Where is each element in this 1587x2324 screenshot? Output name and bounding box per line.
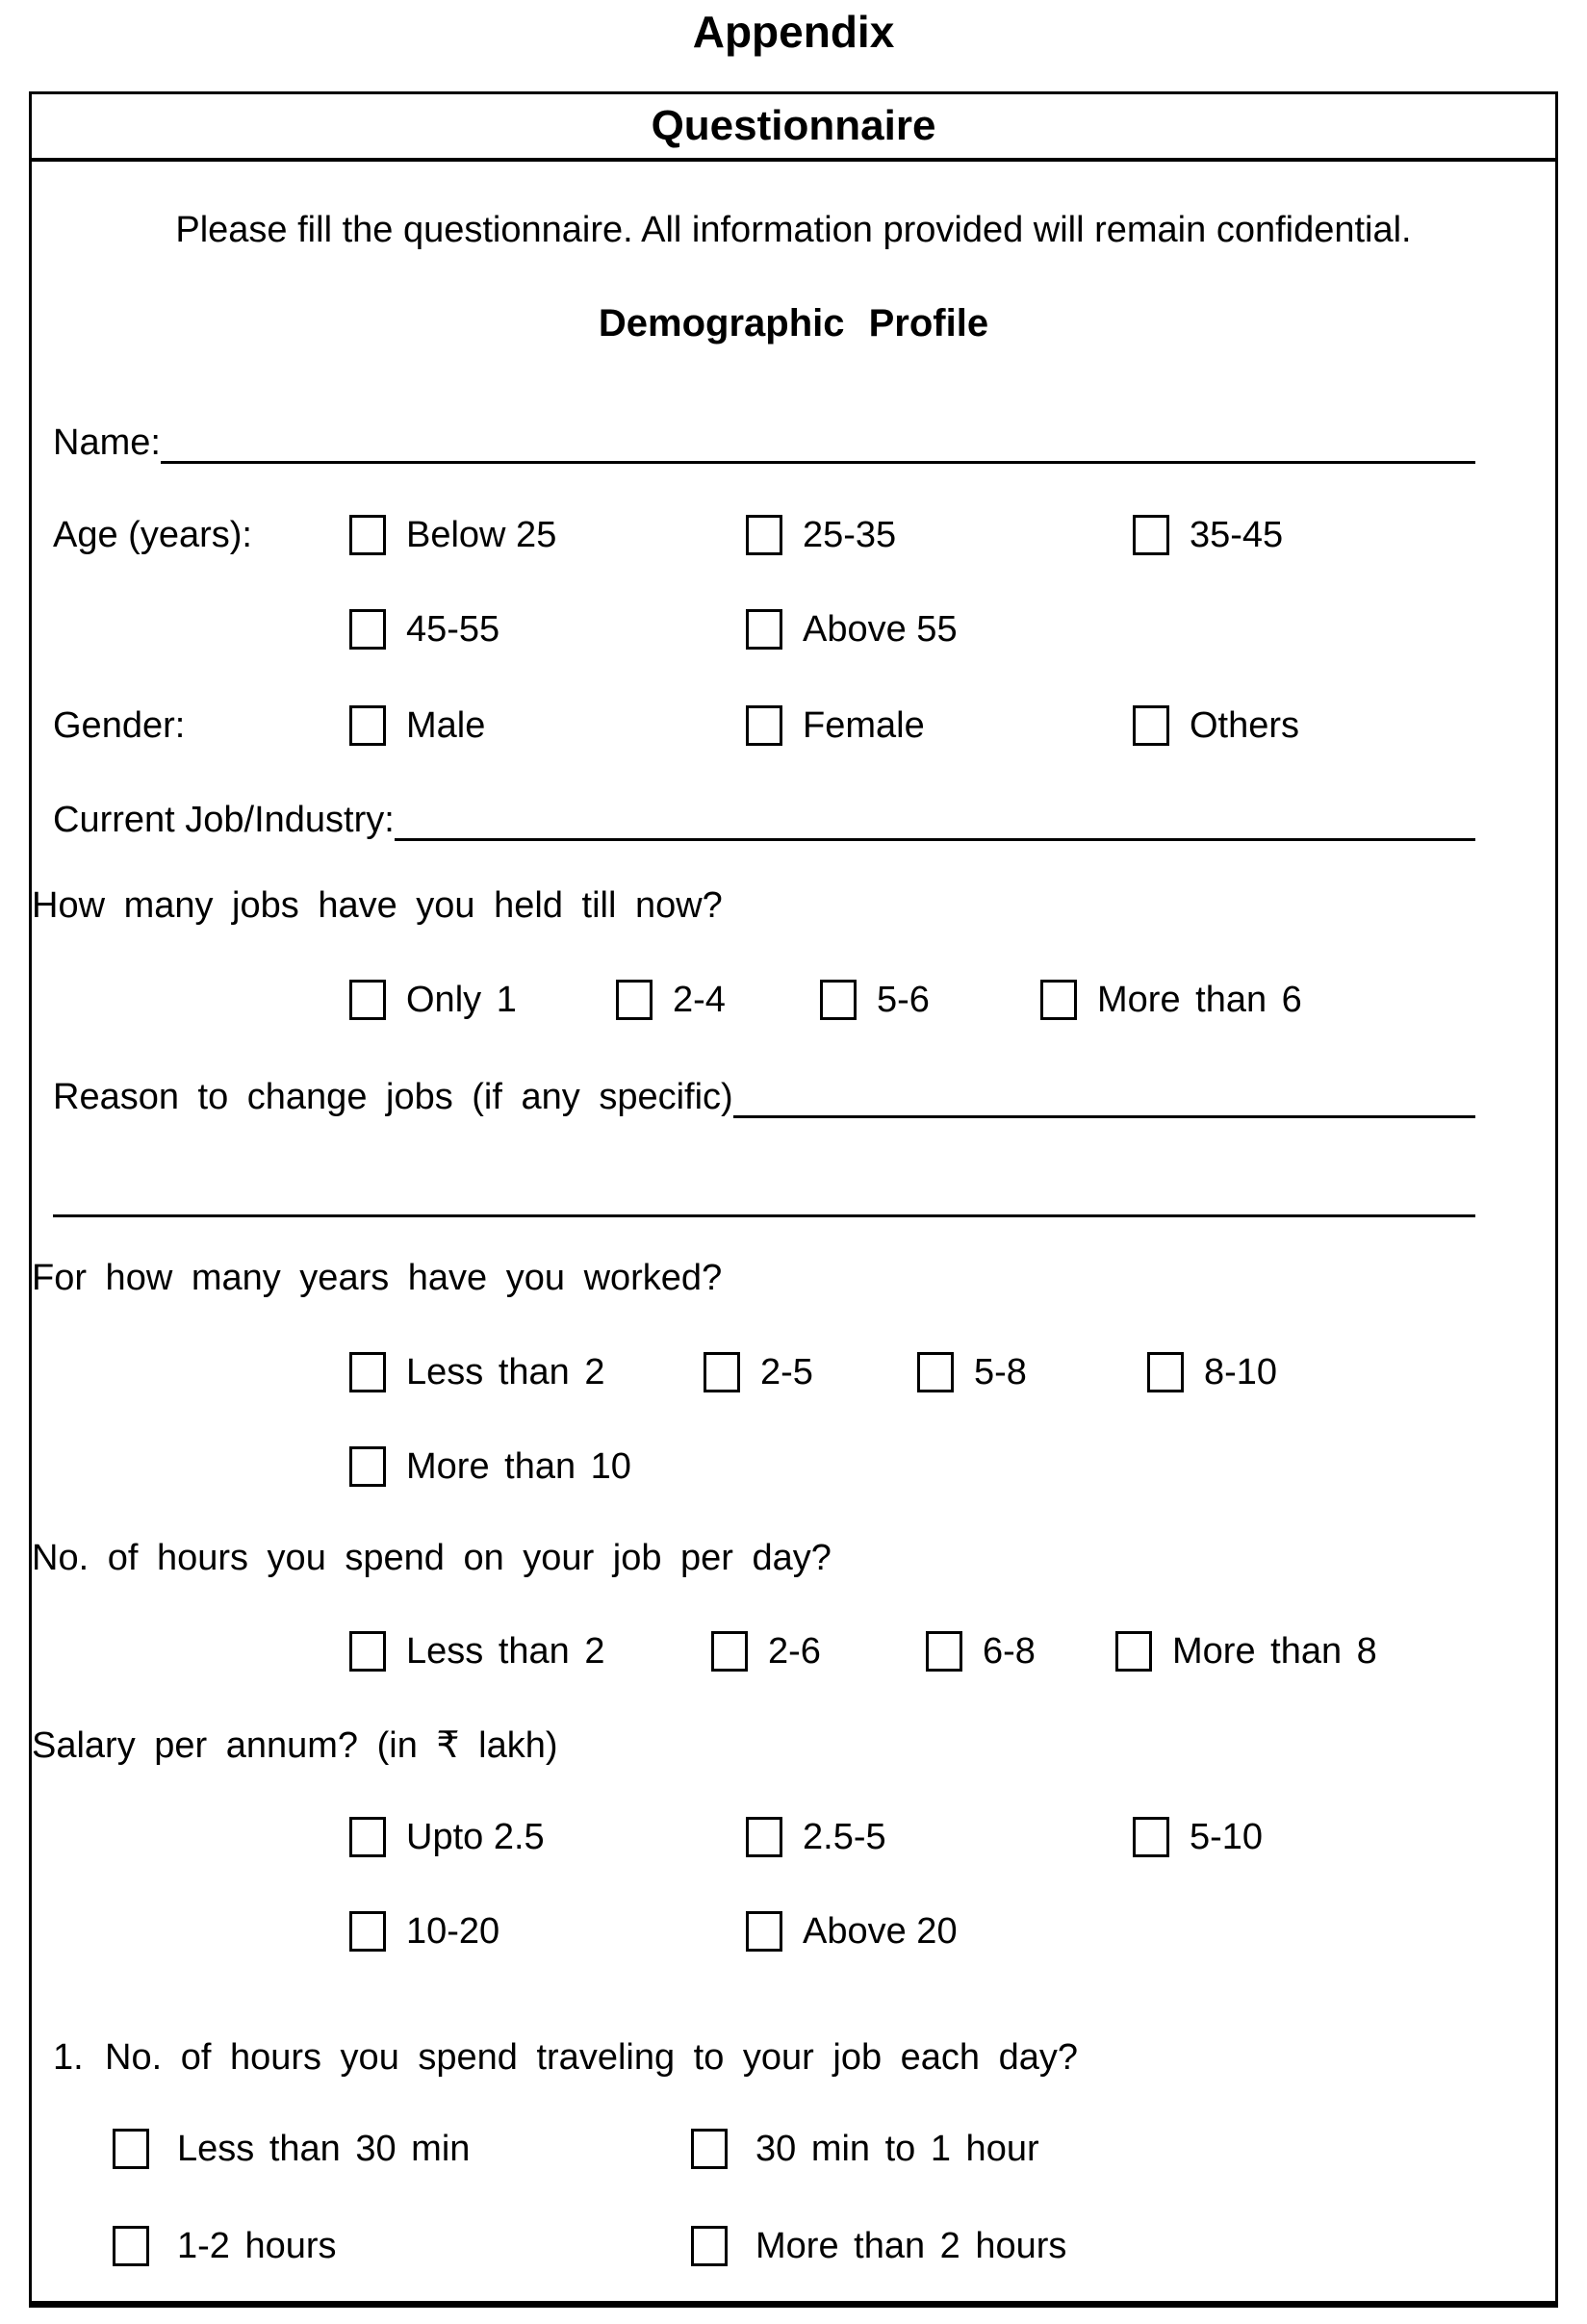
age-label: Age (years): bbox=[53, 515, 252, 555]
option-age-below-25 bbox=[349, 515, 556, 555]
option-salary-10-20 bbox=[349, 1911, 499, 1952]
travel-time-options-2 bbox=[32, 2226, 1555, 2272]
option-label: 6-8 bbox=[983, 1631, 1036, 1672]
checkbox-salary-upto-2-5[interactable] bbox=[349, 1817, 386, 1857]
name-input-line[interactable] bbox=[161, 417, 1475, 464]
checkbox-gender-female[interactable] bbox=[746, 705, 782, 746]
years-worked-question: For how many years have you worked? bbox=[32, 1258, 723, 1298]
option-travel-more-than-2-hours bbox=[691, 2226, 1066, 2266]
checkbox-years-less-than-2[interactable] bbox=[349, 1352, 386, 1392]
salary-options-1 bbox=[32, 1817, 1555, 1863]
years-worked-options-1 bbox=[32, 1352, 1555, 1398]
checkbox-hours-2-6[interactable] bbox=[711, 1631, 748, 1672]
checkbox-age-25-35[interactable] bbox=[746, 515, 782, 555]
checkbox-salary-2-5-5[interactable] bbox=[746, 1817, 782, 1857]
option-label: More than 6 bbox=[1097, 980, 1302, 1020]
option-label: 5-10 bbox=[1190, 1817, 1264, 1857]
checkbox-jobs-only-1[interactable] bbox=[349, 980, 386, 1020]
option-label: Below 25 bbox=[406, 515, 557, 555]
option-label: Above 20 bbox=[803, 1911, 958, 1952]
checkbox-hours-more-than-8[interactable] bbox=[1115, 1631, 1152, 1672]
reason-change-input-line-2[interactable] bbox=[53, 1214, 1475, 1217]
option-label: More than 8 bbox=[1172, 1631, 1377, 1672]
option-label: 10-20 bbox=[406, 1911, 500, 1952]
questionnaire-header: Questionnaire bbox=[32, 94, 1555, 162]
option-label: 30 min to 1 hour bbox=[755, 2129, 1039, 2169]
current-job-label: Current Job/Industry: bbox=[53, 800, 395, 840]
option-gender-male bbox=[349, 705, 485, 746]
option-age-above-55 bbox=[746, 609, 958, 650]
checkbox-gender-others[interactable] bbox=[1133, 705, 1169, 746]
option-jobs-only-1 bbox=[349, 980, 517, 1020]
checkbox-salary-above-20[interactable] bbox=[746, 1911, 782, 1952]
option-salary-5-10 bbox=[1133, 1817, 1263, 1857]
option-label: Above 55 bbox=[803, 609, 958, 650]
travel-time-options-1 bbox=[32, 2129, 1555, 2175]
name-label: Name: bbox=[53, 422, 161, 463]
option-travel-30-min-1-hour bbox=[691, 2129, 1039, 2169]
checkbox-hours-less-than-2[interactable] bbox=[349, 1631, 386, 1672]
checkbox-travel-1-2-hours[interactable] bbox=[113, 2226, 149, 2266]
option-years-more-than-10 bbox=[349, 1446, 631, 1487]
option-label: Male bbox=[406, 705, 486, 746]
option-label: 2.5-5 bbox=[803, 1817, 886, 1857]
section-title: Demographic Profile bbox=[598, 302, 989, 345]
jobs-held-question: How many jobs have you held till now? bbox=[32, 885, 723, 926]
option-jobs-more-than-6 bbox=[1040, 980, 1302, 1020]
option-label: More than 10 bbox=[406, 1446, 631, 1487]
gender-row bbox=[32, 705, 1555, 752]
checkbox-age-45-55[interactable] bbox=[349, 609, 386, 650]
option-label: 35-45 bbox=[1190, 515, 1284, 555]
salary-question: Salary per annum? (in ₹ lakh) bbox=[32, 1725, 558, 1766]
current-job-row bbox=[32, 795, 1555, 841]
checkbox-years-more-than-10[interactable] bbox=[349, 1446, 386, 1487]
option-label: Less than 30 min bbox=[177, 2129, 471, 2169]
name-field-row bbox=[32, 418, 1555, 464]
years-worked-options-2 bbox=[32, 1446, 1555, 1493]
checkbox-salary-5-10[interactable] bbox=[1133, 1817, 1169, 1857]
option-jobs-2-4 bbox=[616, 980, 726, 1020]
hours-per-day-options bbox=[32, 1631, 1555, 1677]
travel-time-question-number: 1. bbox=[53, 2037, 84, 2078]
gender-label: Gender: bbox=[53, 705, 186, 746]
option-age-25-35 bbox=[746, 515, 896, 555]
option-label: 25-35 bbox=[803, 515, 897, 555]
option-label: 5-8 bbox=[974, 1352, 1027, 1392]
checkbox-age-35-45[interactable] bbox=[1133, 515, 1169, 555]
option-label: 1-2 hours bbox=[177, 2226, 337, 2266]
checkbox-years-8-10[interactable] bbox=[1147, 1352, 1184, 1392]
option-label: Less than 2 bbox=[406, 1352, 605, 1392]
option-salary-upto-2-5 bbox=[349, 1817, 545, 1857]
option-label: 8-10 bbox=[1204, 1352, 1278, 1392]
checkbox-gender-male[interactable] bbox=[349, 705, 386, 746]
reason-change-row bbox=[32, 1072, 1555, 1118]
option-label: Female bbox=[803, 705, 925, 746]
option-hours-more-than-8 bbox=[1115, 1631, 1377, 1672]
age-row-2 bbox=[32, 609, 1555, 655]
checkbox-jobs-more-than-6[interactable] bbox=[1040, 980, 1077, 1020]
option-gender-female bbox=[746, 705, 925, 746]
option-label: Others bbox=[1190, 705, 1300, 746]
option-label: More than 2 hours bbox=[755, 2226, 1067, 2266]
jobs-held-options bbox=[32, 980, 1555, 1026]
option-jobs-5-6 bbox=[820, 980, 930, 1020]
checkbox-travel-less-than-30-min[interactable] bbox=[113, 2129, 149, 2169]
option-label: 2-5 bbox=[760, 1352, 813, 1392]
option-salary-2-5-5 bbox=[746, 1817, 886, 1857]
option-label: 2-6 bbox=[768, 1631, 821, 1672]
current-job-input-line[interactable] bbox=[395, 794, 1475, 841]
checkbox-age-below-25[interactable] bbox=[349, 515, 386, 555]
reason-change-label: Reason to change jobs (if any specific) bbox=[53, 1077, 733, 1117]
option-gender-others bbox=[1133, 705, 1299, 746]
travel-time-question-row bbox=[32, 2037, 1555, 2083]
option-years-2-5 bbox=[704, 1352, 813, 1392]
checkbox-travel-30-min-1-hour[interactable] bbox=[691, 2129, 728, 2169]
checkbox-jobs-5-6[interactable] bbox=[820, 980, 857, 1020]
option-salary-above-20 bbox=[746, 1911, 958, 1952]
travel-time-question: No. of hours you spend traveling to your job each day? bbox=[105, 2037, 1079, 2078]
option-travel-1-2-hours bbox=[113, 2226, 337, 2266]
option-years-8-10 bbox=[1147, 1352, 1277, 1392]
checkbox-years-5-8[interactable] bbox=[917, 1352, 954, 1392]
option-hours-6-8 bbox=[926, 1631, 1036, 1672]
option-hours-less-than-2 bbox=[349, 1631, 604, 1672]
option-label: Less than 2 bbox=[406, 1631, 605, 1672]
option-years-5-8 bbox=[917, 1352, 1027, 1392]
age-row-1 bbox=[32, 515, 1555, 561]
option-label: Upto 2.5 bbox=[406, 1817, 545, 1857]
option-label: 5-6 bbox=[877, 980, 930, 1020]
option-hours-2-6 bbox=[711, 1631, 821, 1672]
option-label: 45-55 bbox=[406, 609, 500, 650]
intro-text: Please fill the questionnaire. All information provided will remain confidential. bbox=[175, 210, 1412, 250]
page-title: Appendix bbox=[692, 7, 895, 57]
checkbox-salary-10-20[interactable] bbox=[349, 1911, 386, 1952]
questionnaire-box bbox=[29, 91, 1558, 2308]
option-label: 2-4 bbox=[673, 980, 726, 1020]
checkbox-jobs-2-4[interactable] bbox=[616, 980, 653, 1020]
hours-per-day-question: No. of hours you spend on your job per day? bbox=[32, 1538, 832, 1578]
option-years-less-than-2 bbox=[349, 1352, 604, 1392]
checkbox-age-above-55[interactable] bbox=[746, 609, 782, 650]
checkbox-years-2-5[interactable] bbox=[704, 1352, 740, 1392]
option-label: Only 1 bbox=[406, 980, 517, 1020]
checkbox-travel-more-than-2-hours[interactable] bbox=[691, 2226, 728, 2266]
salary-options-2 bbox=[32, 1911, 1555, 1957]
option-travel-less-than-30-min bbox=[113, 2129, 470, 2169]
checkbox-hours-6-8[interactable] bbox=[926, 1631, 962, 1672]
reason-change-input-line[interactable] bbox=[733, 1071, 1475, 1118]
option-age-35-45 bbox=[1133, 515, 1283, 555]
option-age-45-55 bbox=[349, 609, 499, 650]
